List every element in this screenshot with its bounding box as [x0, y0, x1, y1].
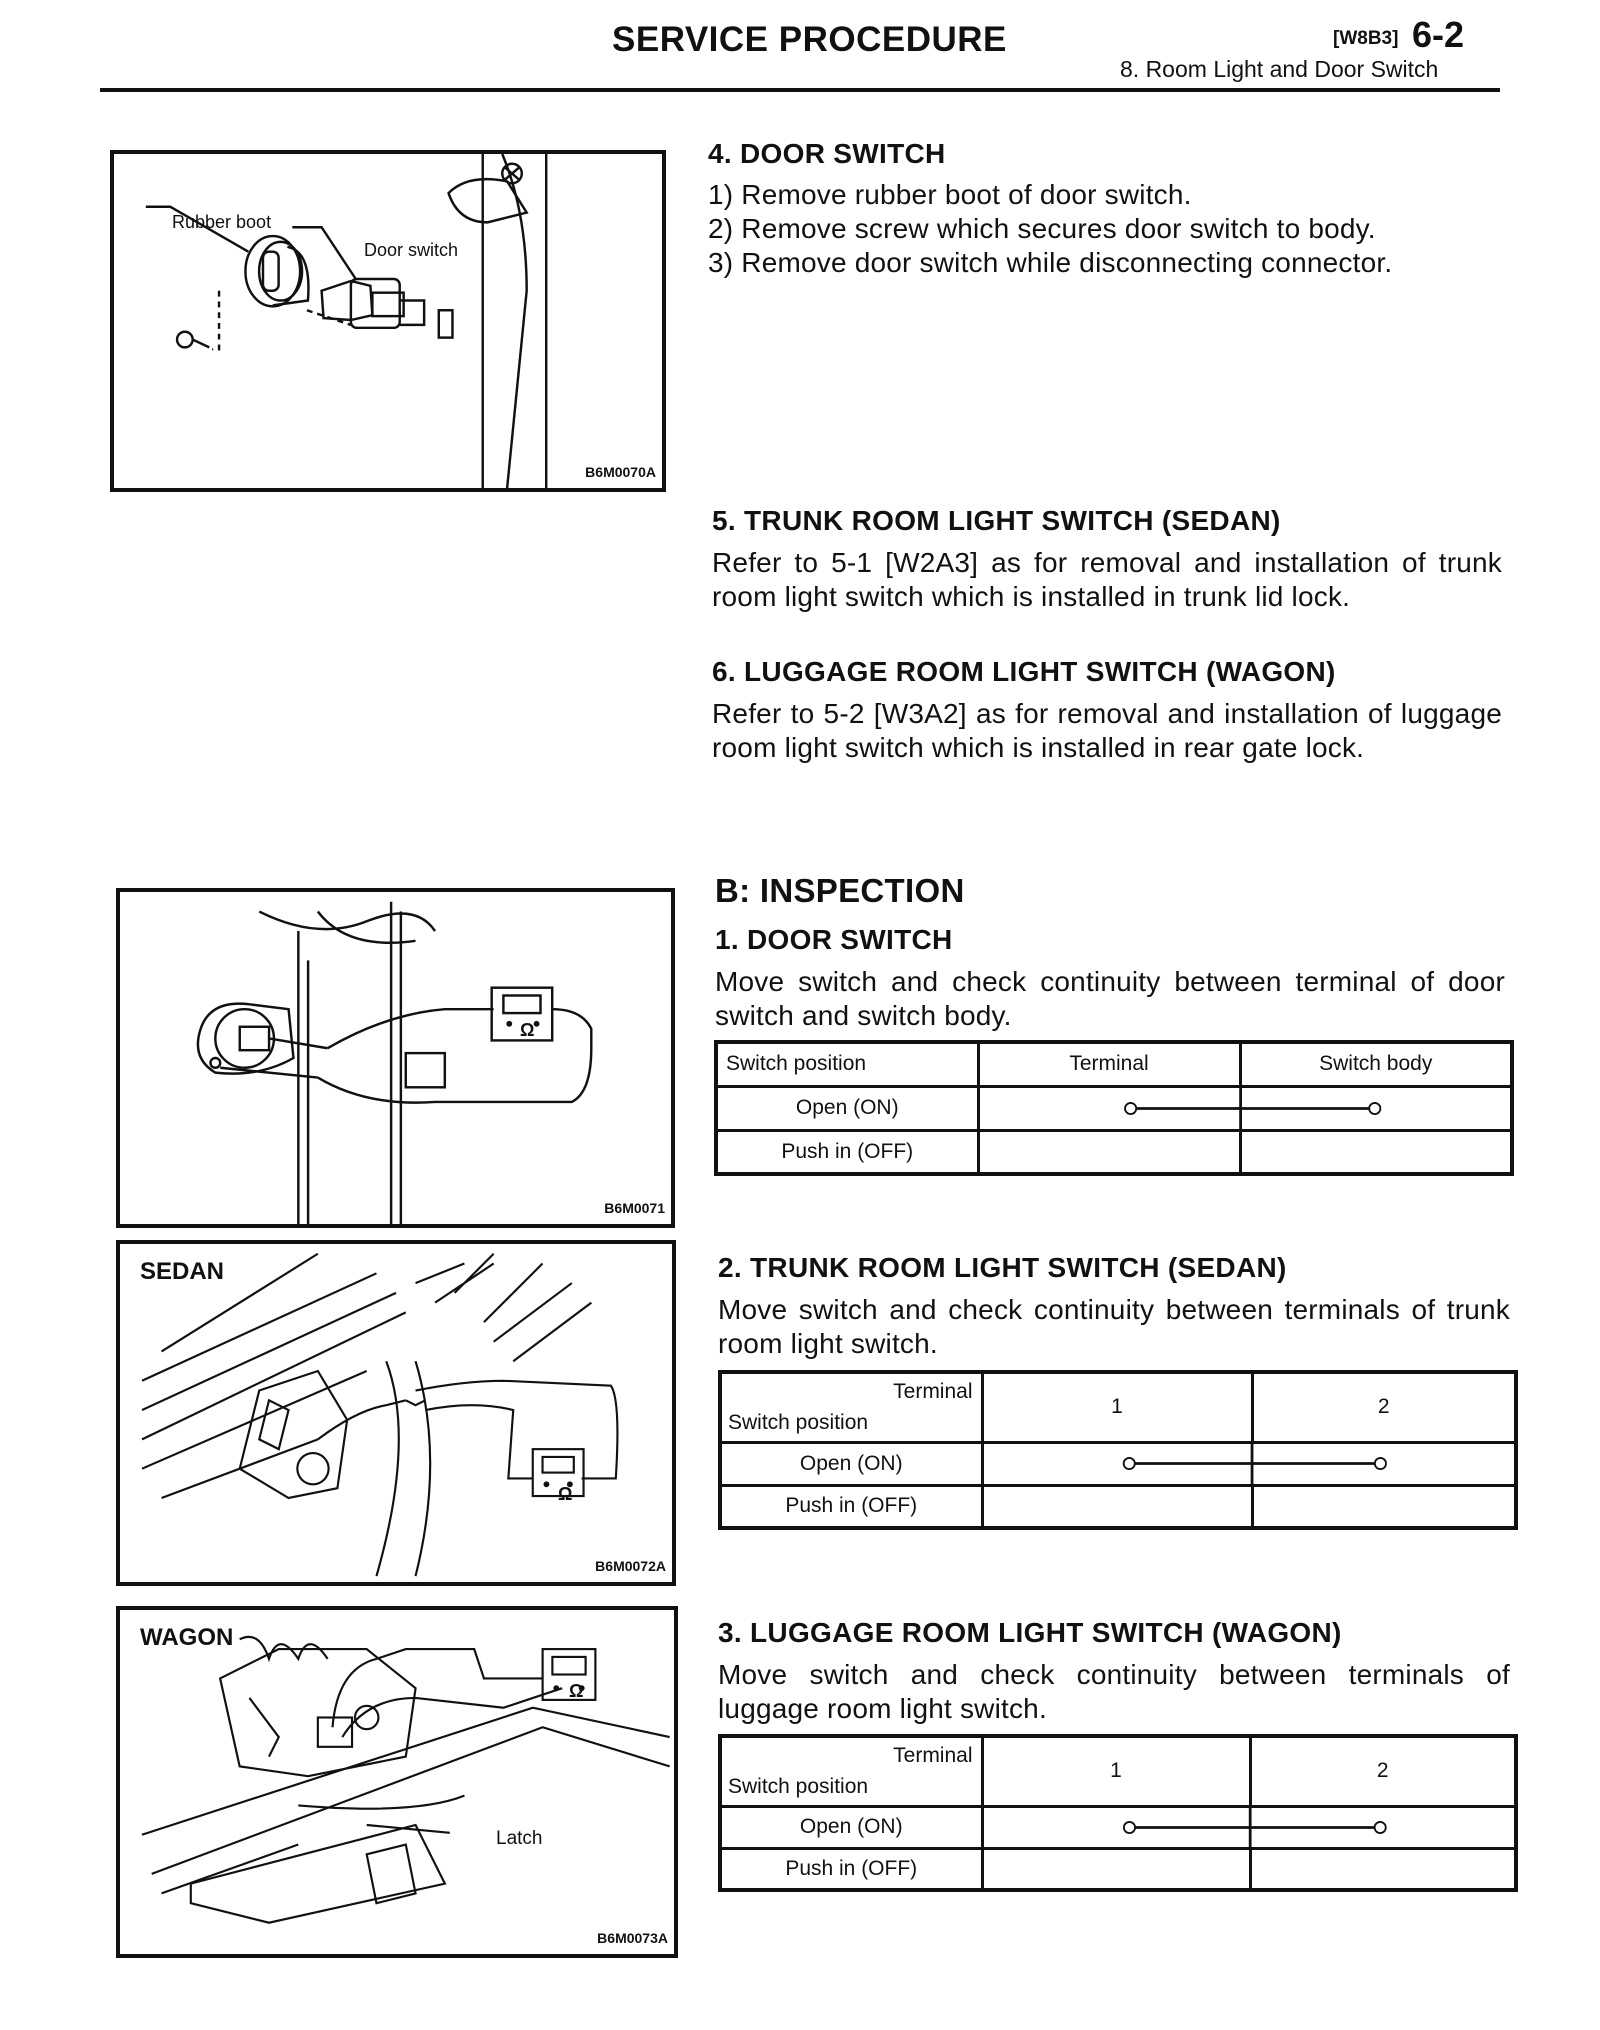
trunk-switch-tester-illustration [120, 1244, 672, 1582]
col-header-switch-body: Switch body [1240, 1042, 1512, 1086]
figure-door-switch-removal [110, 150, 666, 492]
continuity-line-icon [984, 1444, 1515, 1484]
trunk-removal-text: Refer to 5-1 [W2A3] as for removal and installation of trunk room light switch which is installed in trunk lid lock. [712, 547, 1502, 612]
col-header-switch-position: Switch position [716, 1042, 978, 1086]
door-switch-tester-illustration [120, 892, 671, 1224]
header-switch-position: Switch position [728, 1410, 869, 1434]
heading-trunk-inspection: 2. TRUNK ROOM LIGHT SWITCH (SEDAN) [718, 1252, 1287, 1283]
header-terminal: Terminal [893, 1380, 973, 1403]
door-switch-inspection-text: Move switch and check continuity between terminal of door switch and switch body. [715, 966, 1505, 1031]
header-switch-position: Switch position [728, 1774, 869, 1798]
header-rule [100, 88, 1500, 92]
figure-sedan-trunk-switch [116, 1240, 676, 1586]
door-switch-illustration [114, 154, 662, 488]
ohm-symbol: Ω [569, 1681, 584, 1701]
step-3: 3) Remove door switch while disconnecting connector. [708, 247, 1393, 278]
row-push-in-off: Push in (OFF) [720, 1485, 982, 1528]
row-push-in-off: Push in (OFF) [716, 1130, 978, 1174]
door-switch-steps [708, 178, 1392, 280]
heading-door-switch-removal: 4. DOOR SWITCH [708, 138, 946, 169]
figure-label-wagon: WAGON [140, 1624, 234, 1651]
continuity-line-icon [980, 1088, 1511, 1129]
heading-luggage-removal: 6. LUGGAGE ROOM LIGHT SWITCH (WAGON) [712, 656, 1336, 687]
continuity-indicator [978, 1086, 1512, 1130]
ohm-symbol: Ω [558, 1484, 573, 1504]
luggage-switch-continuity-table [718, 1734, 1518, 1892]
label-rubber-boot: Rubber boot [172, 212, 272, 232]
heading-inspection: B: INSPECTION [715, 872, 965, 909]
figure-label-sedan: SEDAN [140, 1258, 225, 1285]
figure-code: B6M0072A [595, 1558, 666, 1574]
col-header-2: 2 [1252, 1372, 1516, 1442]
luggage-removal-text: Refer to 5-2 [W3A2] as for removal and installation of luggage room light switch which is installed in rear gate lock. [712, 698, 1502, 763]
step-1: 1) Remove rubber boot of door switch. [708, 179, 1192, 210]
figure-code: B6M0071 [604, 1200, 665, 1216]
page-subtitle: 8. Room Light and Door Switch [1120, 56, 1439, 82]
col-header-terminal: Terminal [978, 1042, 1240, 1086]
page-title: SERVICE PROCEDURE [612, 20, 1007, 59]
header-terminal: Terminal [893, 1744, 973, 1767]
heading-luggage-inspection: 3. LUGGAGE ROOM LIGHT SWITCH (WAGON) [718, 1617, 1342, 1648]
col-header-1: 1 [982, 1736, 1250, 1806]
figure-door-switch-inspection [116, 888, 675, 1228]
row-open-on: Open (ON) [716, 1086, 978, 1130]
table-corner-header [720, 1372, 982, 1442]
label-latch: Latch [496, 1828, 543, 1849]
trunk-switch-continuity-table [718, 1370, 1518, 1530]
door-switch-continuity-table [714, 1040, 1514, 1176]
table-corner-header [720, 1736, 982, 1806]
luggage-inspection-text: Move switch and check continuity between terminals of luggage room light switch. [718, 1659, 1510, 1724]
row-open-on: Open (ON) [720, 1806, 982, 1848]
label-door-switch: Door switch [364, 240, 459, 260]
luggage-switch-tester-illustration [120, 1610, 674, 1954]
figure-code: B6M0073A [597, 1930, 668, 1946]
page-number: 6-2 [1412, 14, 1465, 55]
section-code: [W8B3] [1333, 28, 1399, 49]
row-open-on: Open (ON) [720, 1442, 982, 1485]
heading-trunk-removal: 5. TRUNK ROOM LIGHT SWITCH (SEDAN) [712, 505, 1281, 536]
continuity-indicator [982, 1806, 1516, 1848]
trunk-inspection-text: Move switch and check continuity between terminals of trunk room light switch. [718, 1294, 1510, 1359]
continuity-line-icon [984, 1808, 1515, 1847]
heading-door-switch-inspection: 1. DOOR SWITCH [715, 924, 953, 955]
col-header-1: 1 [982, 1372, 1252, 1442]
figure-wagon-luggage-switch [116, 1606, 678, 1958]
figure-code: B6M0070A [585, 464, 656, 480]
col-header-2: 2 [1250, 1736, 1516, 1806]
ohm-symbol: Ω [520, 1020, 535, 1040]
row-push-in-off: Push in (OFF) [720, 1848, 982, 1890]
continuity-indicator [982, 1442, 1516, 1485]
step-2: 2) Remove screw which secures door switch to body. [708, 213, 1376, 244]
